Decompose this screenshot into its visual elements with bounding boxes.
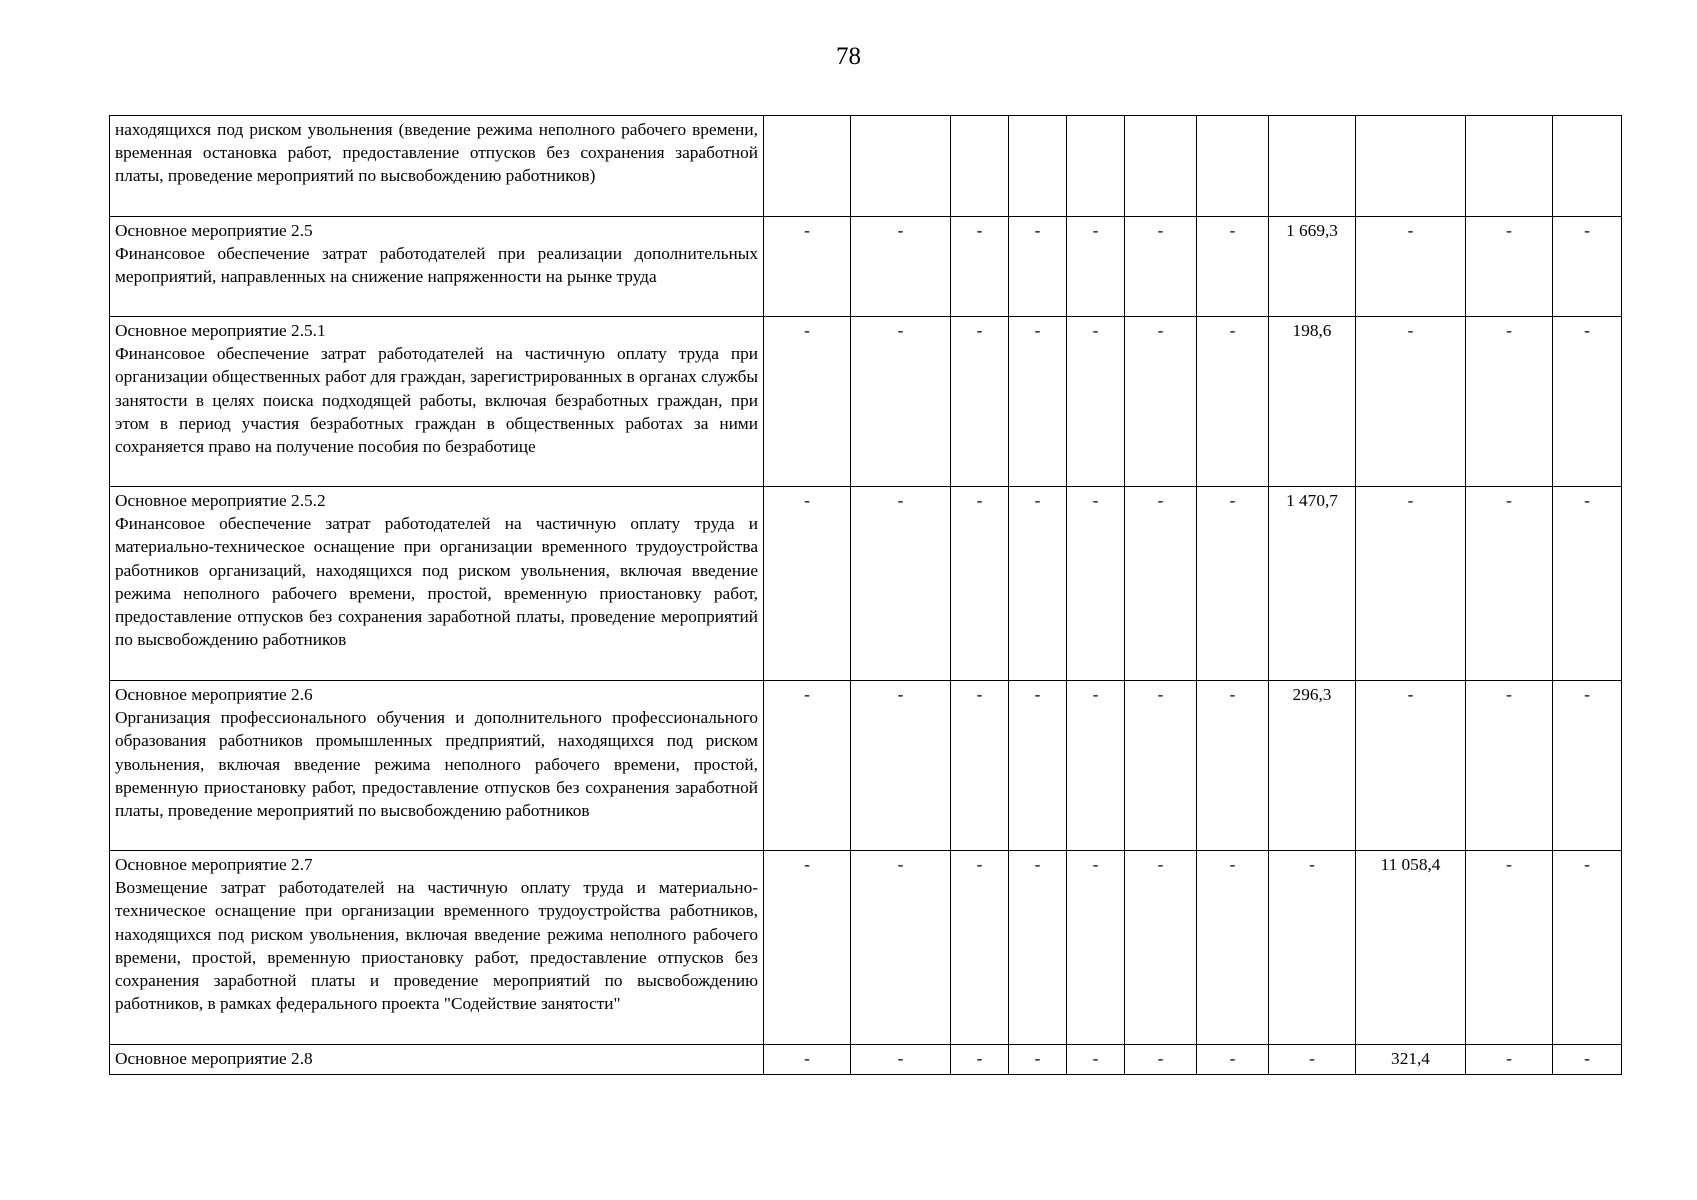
value-cell: 321,4: [1356, 1045, 1466, 1075]
measure-body: Финансовое обеспечение затрат работодателей при реализации дополнительных мероприятий, направленных на снижение напряженности на рынке труда: [115, 244, 758, 287]
value-cell: [1356, 116, 1466, 217]
value-cell: -: [1009, 217, 1067, 317]
value-cell: -: [1553, 681, 1622, 851]
value-cell: -: [1197, 1045, 1269, 1075]
value-cell: -: [1553, 1045, 1622, 1075]
table-row: [110, 217, 1622, 317]
measures-table: [109, 115, 1622, 1075]
value-cell: -: [1356, 217, 1466, 317]
measure-body: Организация профессионального обучения и дополнительного профессионального образования работников промышленных предприятий, находящихся под риском увольнения, включая введение режима неполного рабочего времени, простой, временную приостановку работ, предоставление отпусков без сохранения заработной платы, проведение мероприятий по высвобождению работников: [115, 708, 758, 821]
value-cell: -: [1125, 1045, 1197, 1075]
value-cell: -: [1125, 317, 1197, 487]
value-cell: -: [1009, 681, 1067, 851]
value-cell: -: [1067, 1045, 1125, 1075]
value-cell: -: [764, 317, 851, 487]
value-cell: -: [1067, 851, 1125, 1045]
value-cell: 198,6: [1269, 317, 1356, 487]
table-body: [110, 116, 1622, 1075]
table-row: [110, 851, 1622, 1045]
measure-description-cell: [110, 317, 764, 487]
value-cell: -: [1197, 851, 1269, 1045]
measure-body: Финансовое обеспечение затрат работодателей на частичную оплату труда и материально-техническое оснащение при организации временного трудоустройства работников организаций, находящихся под риском увольнения, включая введение режима неполного рабочего времени, простой, временную приостановку работ, предоставление отпусков без сохранения заработной платы, проведение мероприятий по высвобождению работников: [115, 514, 758, 650]
value-cell: -: [951, 681, 1009, 851]
value-cell: -: [1197, 487, 1269, 681]
measure-body: находящихся под риском увольнения (введение режима неполного рабочего времени, временная остановка работ, предоставление отпусков без сохранения заработной платы, проведение мероприятий по высвобождению работников): [115, 120, 758, 186]
value-cell: 1 669,3: [1269, 217, 1356, 317]
measure-title: Основное мероприятие 2.6: [115, 685, 313, 704]
value-cell: -: [764, 851, 851, 1045]
value-cell: -: [1125, 681, 1197, 851]
value-cell: -: [1067, 681, 1125, 851]
measure-body: Финансовое обеспечение затрат работодателей на частичную оплату труда при организации общественных работ для граждан, зарегистрированных в органах службы занятости в целях поиска подходящей работы, включая безработных граждан, при этом в период участия безработных граждан в общественных работах за ними сохраняется право на получение пособия по безработице: [115, 344, 758, 457]
measure-description-cell: [110, 116, 764, 217]
value-cell: -: [764, 1045, 851, 1075]
value-cell: -: [851, 317, 951, 487]
value-cell: -: [951, 851, 1009, 1045]
value-cell: -: [1356, 317, 1466, 487]
value-cell: -: [951, 217, 1009, 317]
value-cell: 296,3: [1269, 681, 1356, 851]
table-row: [110, 487, 1622, 681]
measure-title: Основное мероприятие 2.5.2: [115, 491, 326, 510]
value-cell: -: [1125, 217, 1197, 317]
value-cell: [1125, 116, 1197, 217]
value-cell: -: [1269, 851, 1356, 1045]
value-cell: [1553, 116, 1622, 217]
value-cell: -: [1553, 217, 1622, 317]
value-cell: -: [1197, 681, 1269, 851]
value-cell: [1269, 116, 1356, 217]
value-cell: -: [1466, 851, 1553, 1045]
value-cell: -: [1466, 317, 1553, 487]
table-row: [110, 317, 1622, 487]
value-cell: -: [764, 681, 851, 851]
value-cell: -: [1009, 317, 1067, 487]
measure-body: Возмещение затрат работодателей на частичную оплату труда и материально-техническое оснащение при организации временного трудоустройства работников, находящихся под риском увольнения, включая введение режима неполного рабочего времени, простой, временную приостановку работ, предоставление отпусков без сохранения заработной платы и проведение мероприятий по высвобождению работников, в рамках федерального проекта "Содействие занятости": [115, 878, 758, 1014]
value-cell: -: [1067, 487, 1125, 681]
value-cell: [1067, 116, 1125, 217]
value-cell: -: [1356, 487, 1466, 681]
value-cell: -: [1269, 1045, 1356, 1075]
value-cell: -: [851, 487, 951, 681]
value-cell: -: [1466, 217, 1553, 317]
table-row: [110, 681, 1622, 851]
table-row: [110, 116, 1622, 217]
value-cell: [1197, 116, 1269, 217]
measure-title: Основное мероприятие 2.5.1: [115, 321, 326, 340]
value-cell: -: [1197, 217, 1269, 317]
value-cell: -: [1197, 317, 1269, 487]
value-cell: [851, 116, 951, 217]
value-cell: -: [851, 217, 951, 317]
value-cell: -: [1009, 851, 1067, 1045]
value-cell: -: [1466, 681, 1553, 851]
value-cell: -: [764, 217, 851, 317]
value-cell: -: [1553, 487, 1622, 681]
value-cell: -: [1553, 317, 1622, 487]
value-cell: -: [1067, 217, 1125, 317]
value-cell: -: [764, 487, 851, 681]
value-cell: -: [1356, 681, 1466, 851]
value-cell: 11 058,4: [1356, 851, 1466, 1045]
measure-description-cell: [110, 1045, 764, 1075]
value-cell: [764, 116, 851, 217]
measure-description-cell: [110, 487, 764, 681]
value-cell: -: [1553, 851, 1622, 1045]
value-cell: -: [951, 1045, 1009, 1075]
value-cell: -: [1466, 487, 1553, 681]
value-cell: -: [1125, 487, 1197, 681]
measure-title: Основное мероприятие 2.7: [115, 855, 313, 874]
value-cell: -: [1125, 851, 1197, 1045]
value-cell: -: [851, 681, 951, 851]
measure-description-cell: [110, 681, 764, 851]
value-cell: -: [1009, 1045, 1067, 1075]
value-cell: 1 470,7: [1269, 487, 1356, 681]
table-row: [110, 1045, 1622, 1075]
value-cell: -: [1067, 317, 1125, 487]
value-cell: -: [951, 317, 1009, 487]
value-cell: [1009, 116, 1067, 217]
value-cell: -: [851, 1045, 951, 1075]
page-number: 78: [836, 43, 861, 70]
measure-description-cell: [110, 851, 764, 1045]
value-cell: [951, 116, 1009, 217]
value-cell: -: [851, 851, 951, 1045]
value-cell: [1466, 116, 1553, 217]
value-cell: -: [1466, 1045, 1553, 1075]
value-cell: -: [951, 487, 1009, 681]
measure-title: Основное мероприятие 2.8: [115, 1049, 313, 1068]
value-cell: -: [1009, 487, 1067, 681]
measure-description-cell: [110, 217, 764, 317]
measure-title: Основное мероприятие 2.5: [115, 221, 313, 240]
